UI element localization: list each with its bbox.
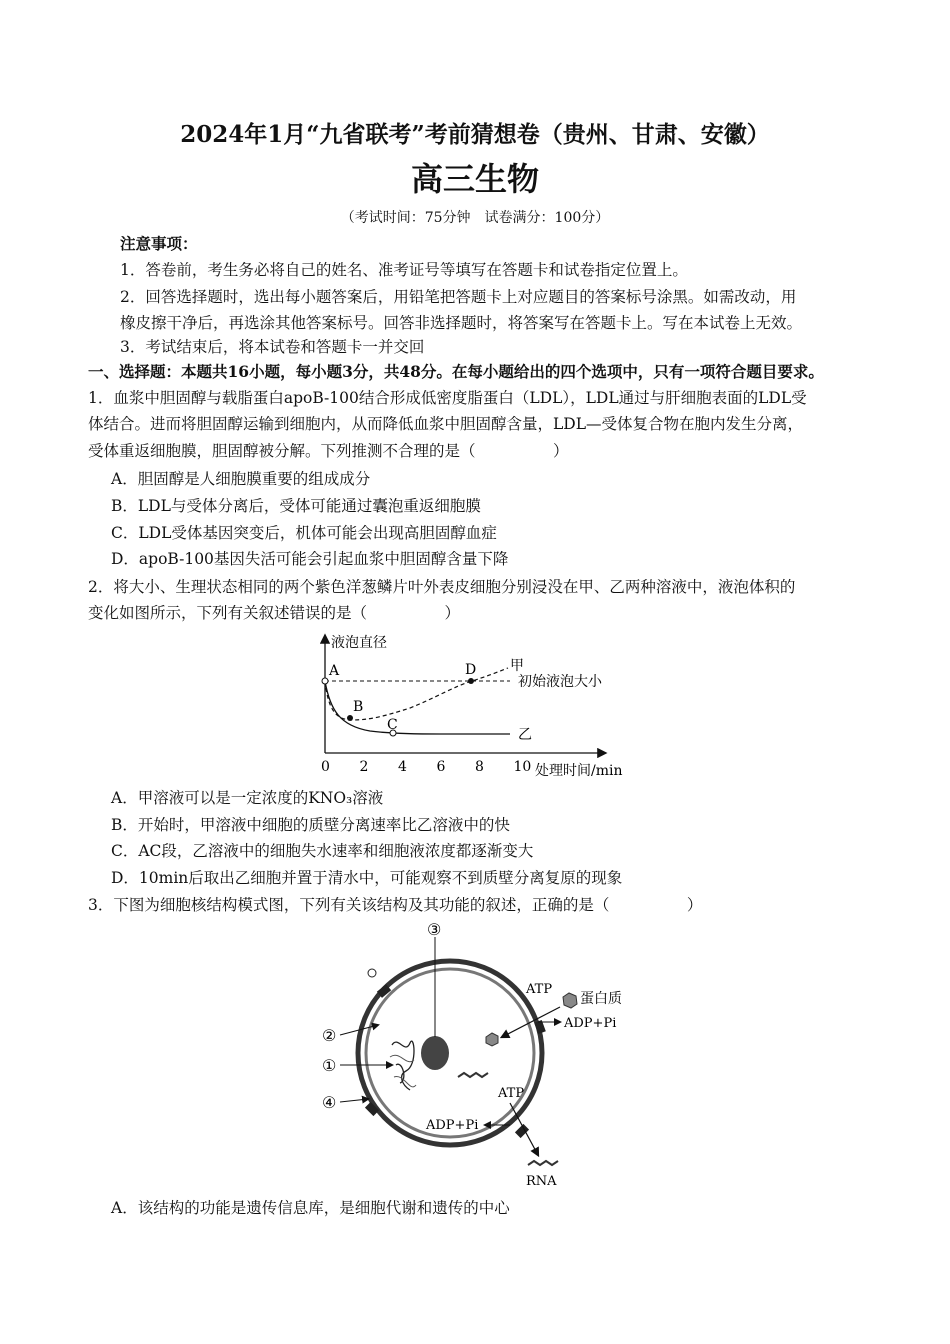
notice-item: 2．回答选择题时，选出每小题答案后，用铅笔把答题卡上对应题目的答案标号涂黑。如需改动，用	[120, 288, 797, 306]
x-tick-label: 0	[321, 759, 330, 775]
q3-stem: 3．下图为细胞核结构模式图，下列有关该结构及其功能的叙述，正确的是（ ）	[88, 896, 703, 914]
subject-title: 高三生物	[410, 160, 539, 198]
notice-heading: 注意事项：	[120, 234, 198, 253]
q2-option-b: B．开始时，甲溶液中细胞的质壁分离速率比乙溶液中的快	[111, 816, 510, 834]
series-yi-label: 乙	[518, 727, 532, 743]
chromatin	[392, 1041, 414, 1090]
x-tick-label: 2	[359, 759, 369, 775]
label-3: ③	[427, 920, 442, 939]
notice-item: 3．考试结束后，将本试卷和答题卡一并交回	[120, 338, 425, 356]
notice-item: 1．答卷前，考生务必将自己的姓名、准考证号等填写在答题卡和试卷指定位置上。	[120, 261, 688, 279]
q1-option-a: A．胆固醇是人细胞膜重要的组成成分	[111, 470, 371, 488]
q1-stem: 体结合。进而将胆固醇运输到细胞内，从而降低血浆中胆固醇含量，LDL—受体复合物在胞内发生分离，	[88, 415, 804, 433]
q3-option-a: A．该结构的功能是遗传信息库，是细胞代谢和遗传的中心	[111, 1199, 510, 1217]
q2-option-a: A．甲溶液可以是一定浓度的KNO₃溶液	[111, 789, 384, 807]
label-adp-bottom: ADP+Pi	[426, 1118, 479, 1133]
label-atp-top: ATP	[526, 982, 553, 997]
series-jia-label: 甲	[510, 658, 524, 674]
x-tick-label: 4	[398, 759, 407, 775]
label-1: ①	[322, 1056, 337, 1075]
point-c-label: C	[387, 717, 398, 733]
baseline-label: 初始液泡大小	[518, 674, 602, 690]
label-2: ②	[322, 1026, 337, 1045]
q2-option-d: D．10min后取出乙细胞并置于清水中，可能观察不到质壁分离复原的现象	[111, 869, 623, 887]
label-rna: RNA	[526, 1174, 557, 1189]
vesicle	[368, 969, 376, 977]
point-b	[347, 715, 353, 721]
x-axis-label: 处理时间/min	[535, 763, 623, 779]
label-atp-bottom: ATP	[498, 1086, 525, 1101]
label-adp-top: ADP+Pi	[564, 1016, 617, 1031]
q2-chart	[300, 628, 650, 783]
q3-nucleus-figure	[310, 915, 650, 1195]
protein-icon	[563, 993, 577, 1008]
rna-outside	[528, 1161, 558, 1165]
exam-title: 2024年1月“九省联考”考前猜想卷（贵州、甘肃、安徽）	[180, 121, 770, 148]
q2-option-c: C．AC段，乙溶液中的细胞失水速率和细胞液浓度都逐渐变大	[111, 842, 534, 860]
point-d	[468, 678, 474, 684]
x-tick-label: 8	[475, 759, 484, 775]
q1-stem: 1．血浆中胆固醇与载脂蛋白apoB-100结合形成低密度脂蛋白（LDL），LDL通过与肝细胞表面的LDL受	[88, 389, 807, 407]
q2-stem: 变化如图所示，下列有关叙述错误的是（ ）	[88, 604, 461, 622]
rna-inside	[458, 1073, 488, 1077]
inner-membrane	[366, 969, 534, 1137]
q1-stem: 受体重返细胞膜，胆固醇被分解。下列推测不合理的是（ ）	[88, 442, 569, 460]
point-d-label: D	[465, 662, 477, 678]
q2-stem: 2．将大小、生理状态相同的两个紫色洋葱鳞片叶外表皮细胞分别浸没在甲、乙两种溶液中，液泡体积的	[88, 578, 796, 596]
section-heading: 一、选择题：本题共16小题，每小题3分，共48分。在每小题给出的四个选项中，只有一项符合题目要求。	[88, 362, 824, 381]
point-a	[322, 678, 328, 684]
protein-icon	[486, 1033, 498, 1046]
y-axis-label: 液泡直径	[331, 635, 387, 651]
point-b-label: B	[353, 699, 364, 715]
q1-option-c: C．LDL受体基因突变后，机体可能会出现高胆固醇血症	[111, 524, 497, 542]
point-a-label: A	[329, 663, 340, 679]
label-protein: 蛋白质	[580, 991, 622, 1007]
q1-option-b: B．LDL与受体分离后，受体可能通过囊泡重返细胞膜	[111, 497, 481, 515]
pointer-4	[340, 1099, 368, 1102]
notice-item: 橡皮擦干净后，再选涂其他答案标号。回答非选择题时，将答案写在答题卡上。写在本试卷上无效。	[120, 314, 803, 332]
label-4: ④	[322, 1093, 337, 1112]
nucleolus	[421, 1036, 449, 1070]
exam-info: （考试时间：75分钟 试卷满分：100分）	[340, 210, 610, 226]
x-tick-label: 6	[436, 759, 446, 775]
nuclear-pore	[365, 1102, 379, 1116]
x-tick-label: 10	[513, 759, 532, 775]
q1-option-d: D．apoB-100基因失活可能会引起血浆中胆固醇含量下降	[111, 550, 509, 568]
